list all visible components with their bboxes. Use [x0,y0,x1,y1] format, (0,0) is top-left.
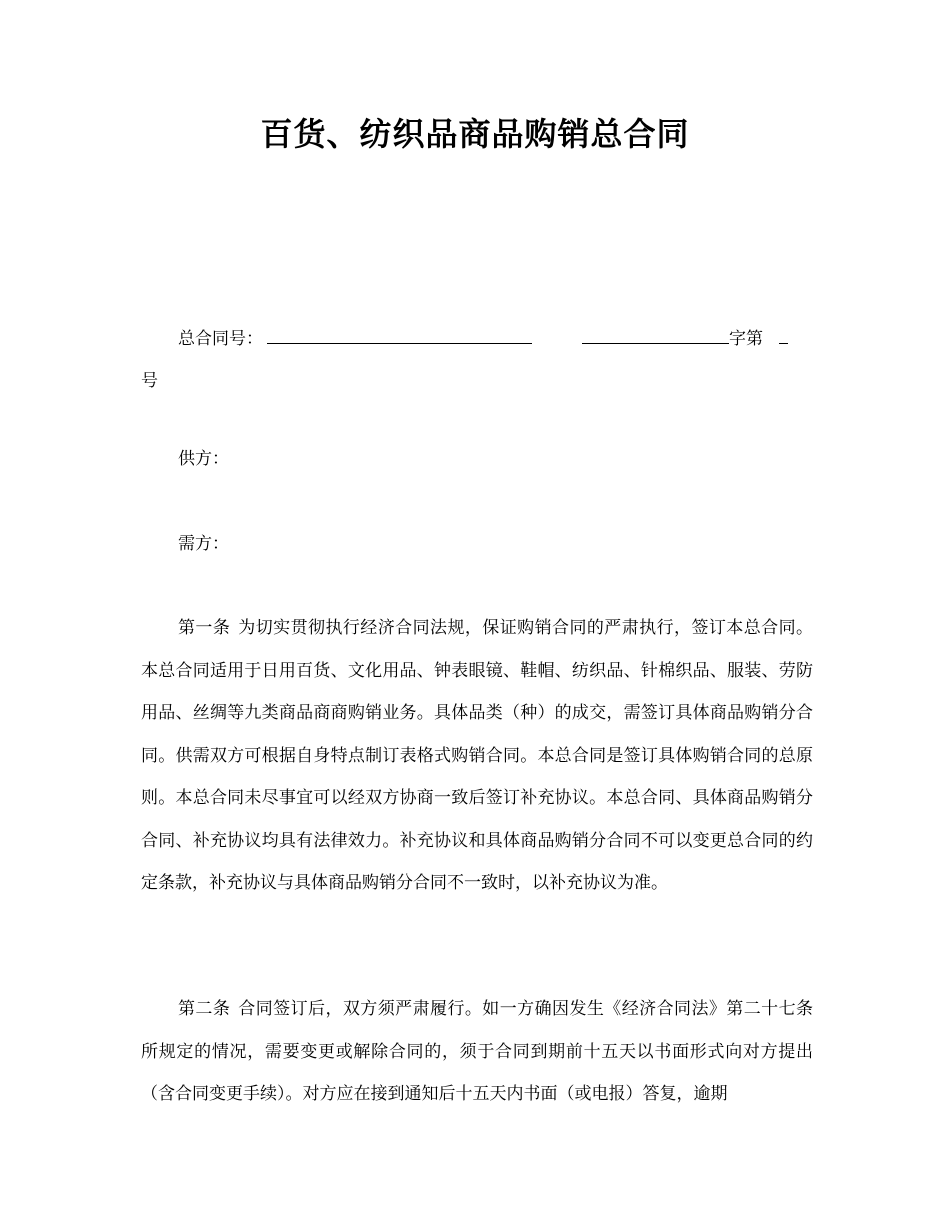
contract-number-row [141,318,813,360]
contract-number-block [141,318,813,402]
article-2-text: 合同签订后，双方须严肃履行。如一方确因发生《经济合同法》第二十七条所规定的情况，需要变更或解除合同的，须于合同到期前十五天以书面形式向对方提出（含合同变更手续）。对方应在接到通知后十五天内书面（或电报）答复，逾期 [141,999,814,1104]
contract-number-label: 总合同号： [178,329,263,349]
article-1 [141,607,813,905]
article-1-label: 第一条 [178,618,231,638]
article-1-text: 为切实贯彻执行经济合同法规，保证购销合同的严肃执行，签订本总合同。本总合同适用于日用百货、文化用品、钟表眼镜、鞋帽、纺织品、针棉织品、服装、劳防用品、丝绸等九类商品商商购销业务。具体品类（种）的成交，需签订具体商品购销分合同。供需双方可根据自身特点制订表格式购销合同。本总合同是签订具体购销合同的总原则。本总合同未尽事宜可以经双方协商一致后签订补充协议。本总合同、具体商品购销分合同、补充协议均具有法律效力。补充协议和具体商品购销分合同不可以变更总合同的约定条款，补充协议与具体商品购销分合同不一致时，以补充协议为准。 [141,618,814,893]
contract-prefix-blank [582,325,729,344]
contract-suffix-label: 字第 [729,329,763,349]
supplier-label: 供方： [178,449,229,469]
contract-serial-blank [779,325,788,344]
article-2 [141,988,813,1116]
contract-hao-label: 号 [141,371,158,391]
article-2-label: 第二条 [178,999,231,1019]
document-title: 百货、纺织品商品购销总合同 [260,115,690,153]
contract-number-blank [267,325,532,344]
buyer-label: 需方： [178,534,229,554]
